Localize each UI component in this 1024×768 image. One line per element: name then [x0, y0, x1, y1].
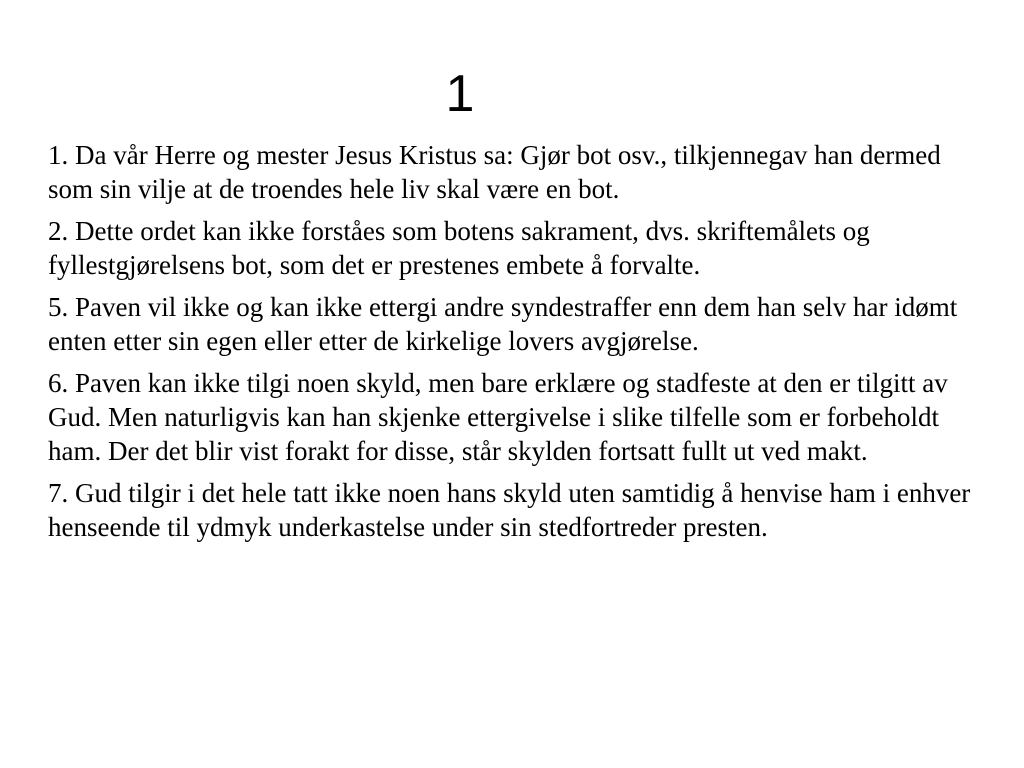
thesis-paragraph: 2. Dette ordet kan ikke forståes som botens sakrament, dvs. skriftemålets og fyllestgjørelsens bot, som det er prestenes embete å forvalte. [48, 216, 870, 280]
thesis-list [48, 138, 978, 552]
thesis-paragraph: 7. Gud tilgir i det hele tatt ikke noen hans skyld uten samtidig å henvise ham i enhver henseende til ydmyk underkastelse under sin stedfortreder presten. [48, 478, 971, 542]
thesis-paragraph: 1. Da vår Herre og mester Jesus Kristus sa: Gjør bot osv., tilkjennegav han dermed som sin vilje at de troendes hele liv skal være en bot. [48, 140, 941, 204]
thesis-paragraph: 5. Paven vil ikke og kan ikke ettergi andre syndestraffer enn dem han selv har idømt enten etter sin egen eller etter de kirkelige lovers avgjørelse. [48, 292, 958, 356]
thesis-paragraph: 6. Paven kan ikke tilgi noen skyld, men bare erklære og stadfeste at den er tilgitt av Gud. Men naturligvis kan han skjenke ettergivelse i slike tilfelle som er forbeholdt ham. Der det blir vist forakt for disse, står skylden fortsatt fullt ut ved makt. [48, 368, 948, 466]
slide-title: 1 [445, 65, 475, 123]
